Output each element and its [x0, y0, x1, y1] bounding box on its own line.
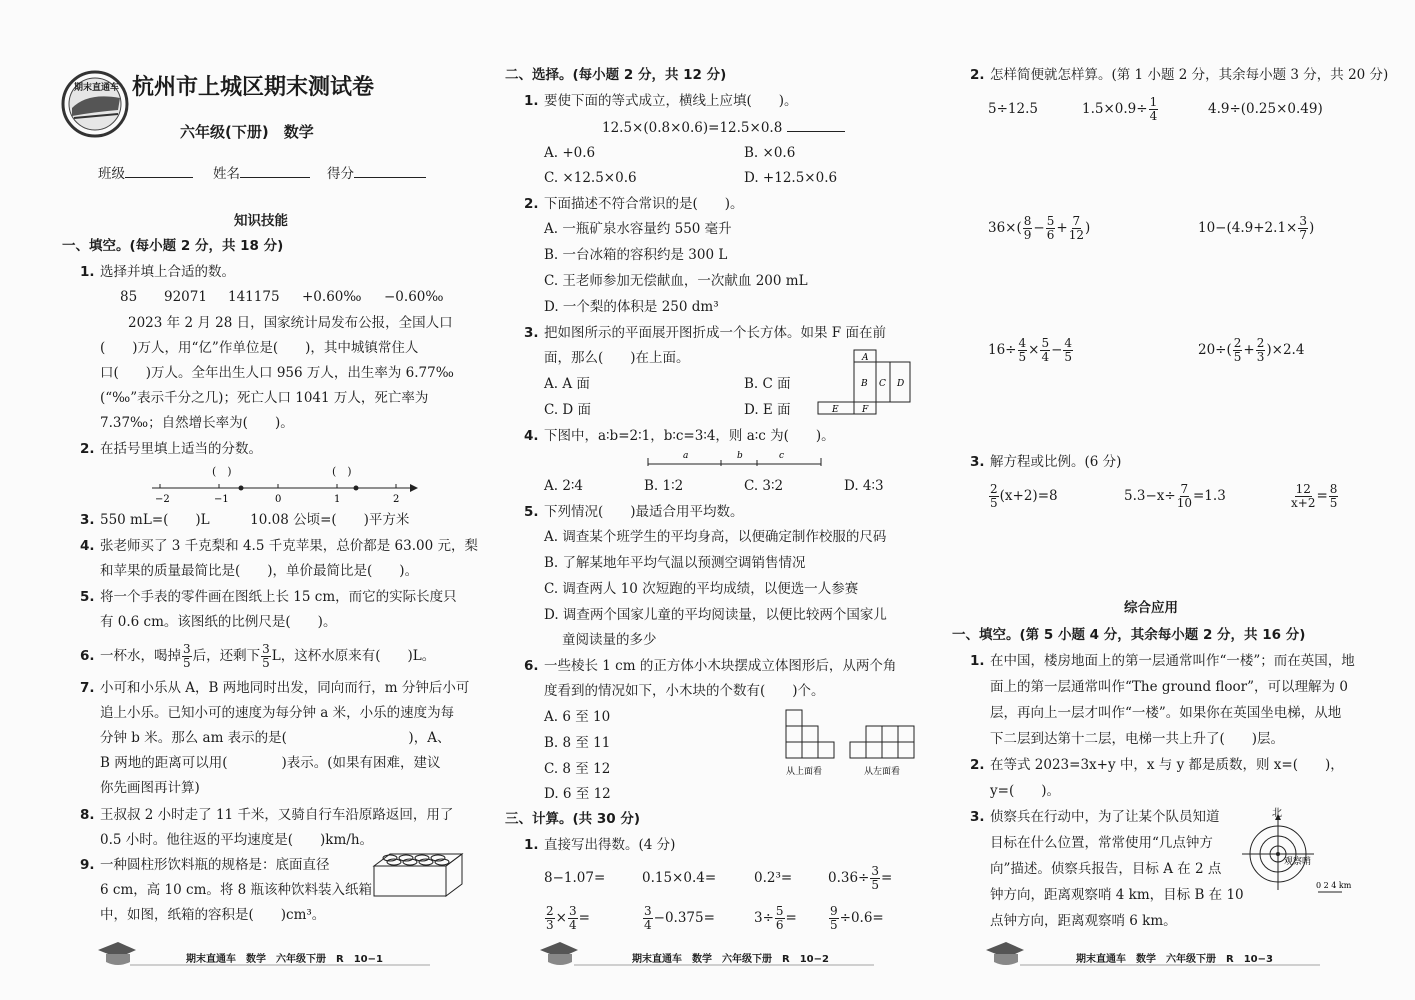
q-number: 6. [524, 658, 539, 674]
tick-label: −1 [214, 494, 229, 505]
tick-label: 0 [275, 494, 282, 505]
choice-b[interactable]: B. ×0.6 [744, 145, 796, 161]
tick-label: 2 [393, 494, 400, 505]
choice-c[interactable]: C. 王老师参加无偿献血，一次献血 200 mL [544, 273, 808, 289]
option-value: +0.60‰ [302, 289, 362, 305]
question-text: 层，再向上一层才叫作“一楼”。如果你在英国坐电梯，从地 [990, 705, 1342, 721]
expression: $\frac{2}{3}$ × $\frac{3}{4}$ = [546, 904, 590, 932]
question-stem: 在括号里填上适当的分数。 [100, 441, 262, 457]
choice-b[interactable]: B. 了解某地年平均气温以预测空调销售情况 [544, 555, 806, 571]
q-number: 1. [970, 653, 985, 669]
question-text: 在等式 2023=3x+y 中，x 与 y 都是质数，则 x=( )， [990, 757, 1344, 773]
fraction: $\frac{3}{5}$ [262, 642, 270, 670]
q-number: 7. [80, 680, 95, 696]
expression: 20÷( $\frac{2}{5}$ + $\frac{2}{3}$ )×2.4 [1198, 336, 1305, 364]
choice-d-cont: 童阅读量的多少 [562, 632, 657, 648]
expression: 3÷ $\frac{5}{6}$ = [754, 904, 797, 932]
choice-b[interactable]: B. C 面 [744, 376, 791, 392]
q-number: 2. [970, 67, 985, 83]
expression: 8−1.07= [544, 870, 606, 886]
choice-a[interactable]: A. A 面 [544, 376, 590, 392]
part2-heading: 二、选择。(每小题 2 分，共 12 分) [505, 67, 727, 83]
question-text: 面，那么( )在上面。 [544, 350, 690, 366]
question-stem: 解方程或比例。(6 分) [990, 454, 1122, 470]
face-label: C [879, 379, 886, 389]
question-text: (“‰”表示千分之几)；死亡人口 1041 万人，死亡率为 [100, 390, 429, 406]
expression: $\frac{9}{5}$ ÷0.6= [830, 904, 884, 932]
choice-d[interactable]: D. +12.5×0.6 [744, 170, 838, 186]
choice-c[interactable]: C. ×12.5×0.6 [544, 170, 637, 186]
answer-paren[interactable]: ( ) [332, 465, 352, 478]
question-text: y=( )。 [990, 783, 1060, 799]
question-text: 一杯水，喝掉 $\frac{3}{5}$ 后，还剩下 $\frac{3}{5}$ L，这杯水原来有( )L。 [100, 642, 436, 670]
q-number: 9. [80, 857, 95, 873]
expression: 0.2³= [754, 870, 793, 886]
page-subtitle: 六年级(下册) 数学 [180, 123, 314, 141]
number-line [148, 478, 418, 508]
page-footer: 期末直通车 数学 六年级下册 R 10−1 [186, 954, 383, 965]
score-field[interactable]: 得分 [327, 165, 426, 182]
face-label: D [897, 379, 905, 389]
question-text: 550 mL=( )L 10.08 公顷=( )平方米 [100, 512, 410, 528]
choice-a[interactable]: A. 一瓶矿泉水容量约 550 毫升 [544, 221, 732, 237]
expression: 5÷12.5 [988, 101, 1038, 117]
question-text: 度看到的情况如下，小木块的个数有( )个。 [544, 683, 825, 699]
equation: $\frac{2}{5}$ (x+2)=8 [990, 482, 1058, 510]
question-stem: 要使下面的等式成立，横线上应填( )。 [544, 93, 798, 109]
choice-b[interactable]: B. 一台冰箱的容积约是 300 L [544, 247, 728, 263]
segment-diagram [645, 448, 825, 470]
page-footer: 期末直通车 数学 六年级下册 R 10−3 [1076, 954, 1273, 965]
face-label: E [832, 405, 839, 415]
page-title: 杭州市上城区期末测试卷 [132, 74, 375, 100]
question-text: 侦察兵在行动中，为了让某个队员知道 [990, 809, 1220, 825]
option-value: 92071 [164, 289, 207, 305]
q-number: 1. [524, 93, 539, 109]
question-text: 口( )万人。全年出生人口 956 万人，出生率为 6.77‰ [100, 365, 454, 381]
question-text: 王叔叔 2 小时走了 11 千米，又骑自行车沿原路返回，用了 [100, 807, 454, 823]
question-text: 追上小乐。已知小可的速度为每分钟 a 米，小乐的速度为每 [100, 705, 455, 721]
page-footer: 期末直通车 数学 六年级下册 R 10−2 [632, 954, 829, 965]
name-field[interactable]: 姓名 [213, 165, 310, 182]
question-stem: 直接写出得数。(4 分) [544, 837, 676, 853]
choice-c[interactable]: C. 3∶2 [744, 478, 784, 494]
option-value: 85 [120, 289, 138, 305]
choice-d[interactable]: D. 6 至 12 [544, 786, 611, 802]
q-number: 5. [80, 589, 95, 605]
question-stem: 怎样简便就怎样算。(第 1 小题 2 分，其余每小题 3 分，共 20 分) [990, 67, 1389, 83]
question-stem: 下图中，a∶b=2∶1，b∶c=3∶4，则 a∶c 为( )。 [544, 428, 835, 444]
expression: 4.9÷(0.25×0.49) [1208, 101, 1323, 117]
equation: 12.5×(0.8×0.6)=12.5×0.8 [602, 119, 845, 136]
question-text: ( )万人，用“亿”作单位是( )，其中城镇常住人 [100, 340, 419, 356]
choice-a[interactable]: A. +0.6 [544, 145, 596, 161]
question-text: 中，如图，纸箱的容积是( )cm³。 [100, 907, 326, 923]
question-text: 将一个手表的零件画在图纸上长 15 cm，而它的实际长度只 [100, 589, 457, 605]
question-stem: 选择并填上合适的数。 [100, 264, 235, 280]
q-number: 1. [80, 264, 95, 280]
view-label: 从左面看 [864, 767, 901, 777]
choice-c[interactable]: C. 调查两人 10 次短跑的平均成绩，以便选一人参赛 [544, 581, 859, 597]
q-number: 5. [524, 504, 539, 520]
question-text: 小可和小乐从 A，B 两地同时出发，同向而行，m 分钟后小可 [100, 680, 470, 696]
expression: 0.36÷ $\frac{3}{5}$ = [828, 864, 893, 892]
choice-a[interactable]: A. 6 至 10 [544, 709, 611, 725]
question-text: 7.37‰；自然增长率为( )。 [100, 415, 294, 431]
question-text: B 两地的距离可以用( )表示。(如果有困难，建议 [100, 755, 441, 771]
q-number: 4. [80, 538, 95, 554]
choice-d[interactable]: D. E 面 [744, 402, 791, 418]
post-label: 观察哨 [1284, 857, 1312, 867]
scale-label: 0 2 4 km [1316, 881, 1352, 890]
question-text: 钟方向，距离观察哨 4 km，目标 B 在 10 [990, 887, 1244, 903]
q-number: 2. [970, 757, 985, 773]
q-number: 2. [80, 441, 95, 457]
logo-train-icon [58, 68, 136, 138]
choice-b[interactable]: B. 8 至 11 [544, 735, 611, 751]
segment-label: c [779, 451, 785, 461]
q-number: 4. [524, 428, 539, 444]
question-text: 分钟 b 米。那么 am 表示的是( )，A、 [100, 730, 451, 746]
logo-text: 期末直通车 [74, 83, 120, 93]
q-number: 2. [524, 196, 539, 212]
question-text: 面上的第一层通常叫作“The ground floor”，可以理解为 0 [990, 679, 1348, 695]
face-label: A [862, 353, 869, 363]
choice-b[interactable]: B. 1∶2 [644, 478, 684, 494]
q-number: 3. [80, 512, 95, 528]
choice-d[interactable]: D. 调查两个国家儿童的平均阅读量，以便比较两个国家儿 [544, 607, 887, 623]
choice-a[interactable]: A. 调查某个班学生的平均身高，以便确定制作校服的尺码 [544, 529, 887, 545]
choice-c[interactable]: C. 8 至 12 [544, 761, 611, 777]
choice-a[interactable]: A. 2∶4 [544, 478, 584, 494]
choice-d[interactable]: D. 4∶3 [844, 478, 884, 494]
observation-post-figure [1238, 804, 1368, 900]
option-value: 141175 [228, 289, 280, 305]
expression: 10−(4.9+2.1× $\frac{3}{7}$ ) [1198, 214, 1315, 242]
expression: 1.5×0.9÷ $\frac{1}{4}$ [1082, 95, 1158, 123]
expression: 36×( $\frac{8}{9}$ − $\frac{5}{6}$ + $\frac{7}{12}$ ) [988, 214, 1091, 242]
expression: 16÷ $\frac{4}{5}$ × $\frac{5}{4}$ − $\frac{4}{5}$ [988, 336, 1073, 364]
expression: $\frac{3}{4}$ −0.375= [644, 904, 715, 932]
question-text: 向”描述。侦察兵报告，目标 A 在 2 点 [990, 861, 1222, 877]
question-text: 一些棱长 1 cm 的正方体小木块摆成立体图形后，从两个角 [544, 658, 897, 674]
fraction: $\frac{3}{5}$ [183, 642, 191, 670]
option-value: −0.60‰ [384, 289, 444, 305]
q-number: 1. [524, 837, 539, 853]
choice-d[interactable]: D. 一个梨的体积是 250 dm³ [544, 299, 719, 315]
question-text: 2023 年 2 月 28 日，国家统计局发布公报，全国人口 [128, 315, 453, 331]
question-text: 下二层到达第十二层，电梯一共上升了( )层。 [990, 731, 1285, 747]
question-text: 目标在什么位置，常常使用“几点钟方 [990, 835, 1213, 851]
question-stem: 下面描述不符合常识的是( )。 [544, 196, 744, 212]
question-text: 有 0.6 cm。该图纸的比例尺是( )。 [100, 614, 337, 630]
choice-c[interactable]: C. D 面 [544, 402, 592, 418]
question-stem: 下列情况( )最适合用平均数。 [544, 504, 744, 520]
cuboid-net-figure [812, 348, 912, 416]
answer-paren[interactable]: ( ) [212, 465, 232, 478]
q-number: 3. [970, 454, 985, 470]
section-label-skills: 知识技能 [234, 213, 288, 229]
question-text: 和苹果的质量最简比是( )，单价最简比是( )。 [100, 563, 419, 579]
question-text: 在中国，楼房地面上的第一层通常叫作“一楼”；而在英国，地 [990, 653, 1355, 669]
part3-heading: 三、计算。(共 30 分) [505, 811, 641, 827]
section-label-applied: 综合应用 [1124, 600, 1178, 616]
class-field[interactable]: 班级 [98, 165, 193, 182]
q-number: 8. [80, 807, 95, 823]
part1-heading: 一、填空。(每小题 2 分，共 18 分) [62, 238, 284, 254]
equation: 5.3−x÷ $\frac{7}{10}$ =1.3 [1124, 482, 1226, 510]
face-label: F [862, 405, 869, 415]
segment-label: a [683, 451, 689, 461]
question-text: 你先画图再计算) [100, 780, 200, 796]
tick-label: −2 [155, 494, 170, 505]
part1-heading-applied: 一、填空。(第 5 小题 4 分，其余每小题 2 分，共 16 分) [952, 627, 1306, 643]
expression: 0.15×0.4= [642, 870, 717, 886]
q-number: 3. [524, 325, 539, 341]
question-text: 张老师买了 3 千克梨和 4.5 千克苹果，总价都是 63.00 元，梨 [100, 538, 478, 554]
q-number: 6. [80, 648, 95, 664]
equation: $\frac{12}{x+2}$ = $\frac{8}{5}$ [1291, 482, 1338, 510]
cube-views-figure [780, 706, 920, 780]
box-of-bottles-figure [372, 852, 464, 898]
face-label: B [861, 379, 868, 389]
segment-label: b [737, 451, 743, 461]
question-text: 把如图所示的平面展开图折成一个长方体。如果 F 面在前 [544, 325, 886, 341]
q-number: 3. [970, 809, 985, 825]
question-text: 点钟方向，距离观察哨 6 km。 [990, 913, 1177, 929]
question-text: 6 cm，高 10 cm。将 8 瓶该种饮料装入纸箱 [100, 882, 373, 898]
question-text: 0.5 小时。他往返的平均速度是( )km/h。 [100, 832, 374, 848]
tick-label: 1 [334, 494, 341, 505]
north-label: 北 [1272, 808, 1282, 819]
view-label: 从上面看 [786, 767, 823, 777]
question-text: 一种圆柱形饮料瓶的规格是：底面直径 [100, 857, 330, 873]
